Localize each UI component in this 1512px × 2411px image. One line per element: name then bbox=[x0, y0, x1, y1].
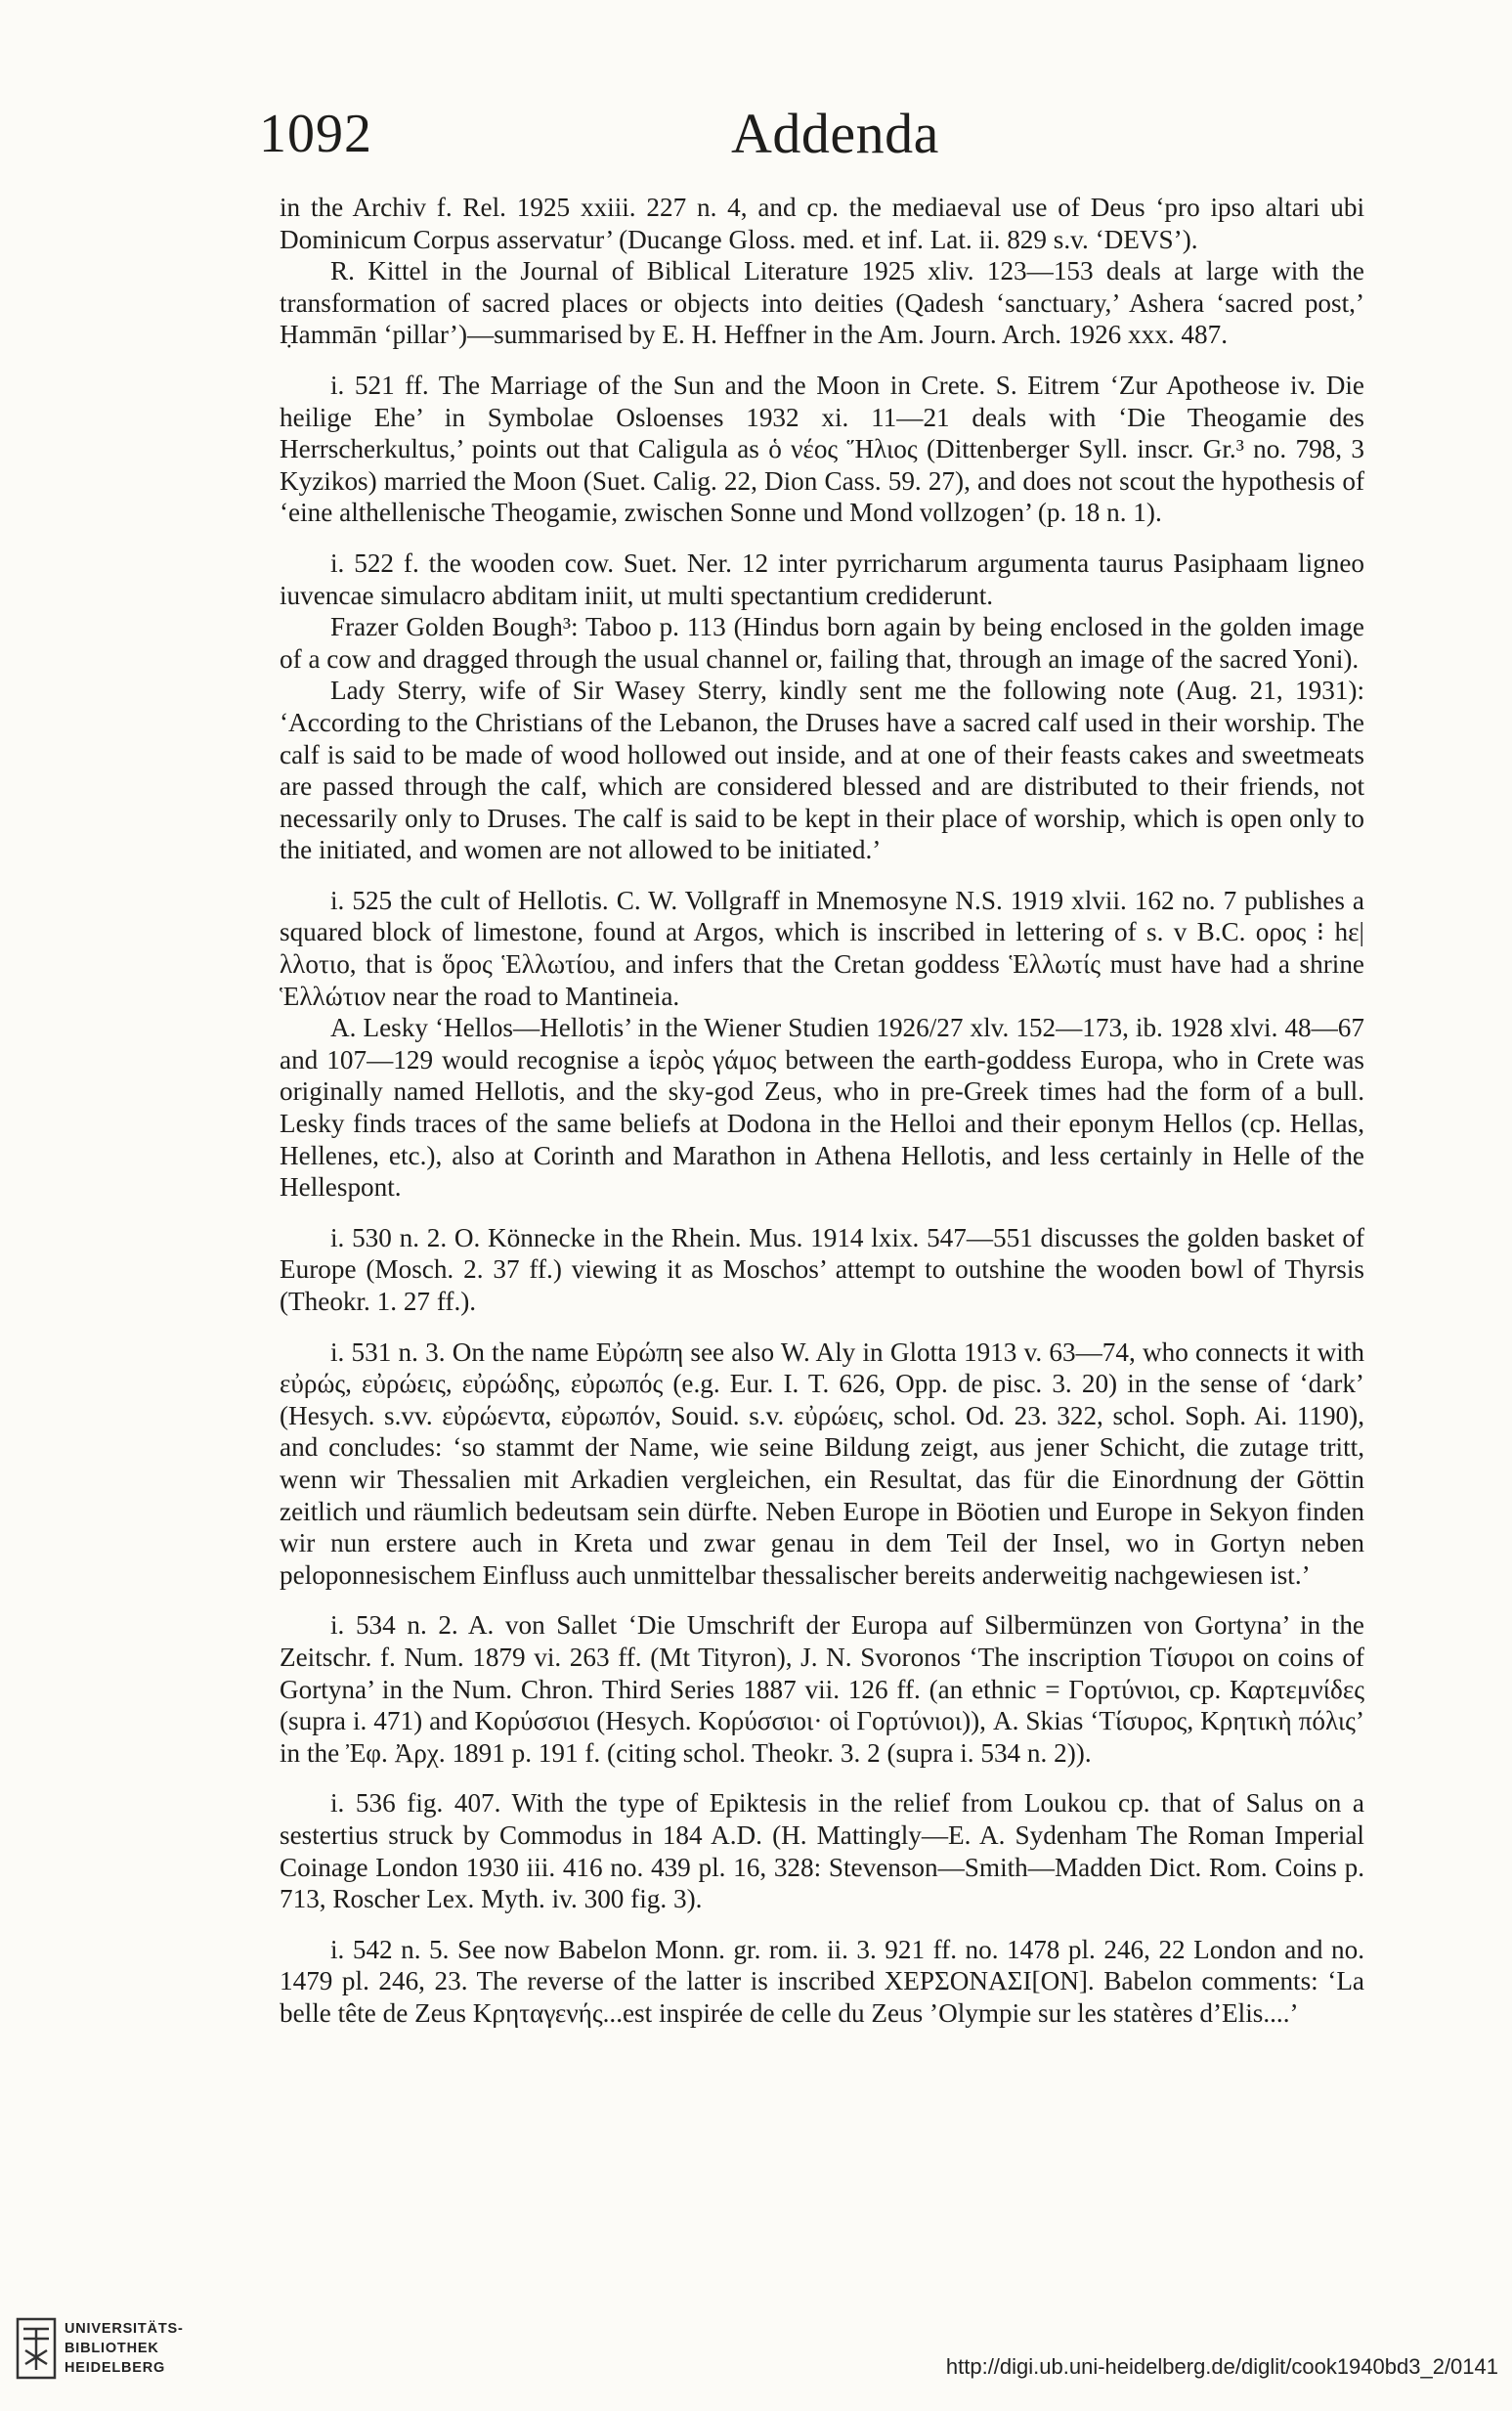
source-url-link[interactable]: http://digi.ub.uni-heidelberg.de/diglit/cook1940bd3_2/0141 bbox=[945, 2354, 1498, 2379]
paragraph-12: i. 536 fig. 407. With the type of Epiktesis in the relief from Loukou cp. that of Salus on a sestertius struck by Commodus in 184 A.D. (H. Mattingly—E. A. Sydenham The Roman Imperial Coinage London 1930 iii. 416 no. 439 pl. 16, 328: Stevenson—Smith—Madden Dict. Rom. Coins p. 713, Roscher Lex. Myth. iv. 300 fig. 3). bbox=[280, 1788, 1364, 1914]
paragraph-13: i. 542 n. 5. See now Babelon Monn. gr. rom. ii. 3. 921 ff. no. 1478 pl. 246, 22 London and no. 1479 pl. 246, 23. The reverse of the latter is inscribed ΧΕΡΣΟΝΑΣΙ[ΟΝ]. Babelon comments: ‘La belle tête de Zeus Κρηταγενής...est inspirée de celle du Zeus ’Olympie sur les statères d’Elis....’ bbox=[280, 1934, 1364, 2028]
paragraph-10: i. 531 n. 3. On the name Εὐρώπη see also W. Aly in Glotta 1913 v. 63—74, who connects it with εὐρώς, εὐρώεις, εὐρώδης, εὐρωπός (e.g. Eur. I. T. 626, Opp. de pisc. 3. 20) in the sense of ‘dark’ (Hesych. s.vv. εὐρώεντα, εὐρωπόν, Souid. s.v. εὐρώεις, schol. Od. 23. 322, schol. Soph. Ai. 1190), and concludes: ‘so stammt der Name, wie seine Bildung zeigt, aus jener Schicht, die zutage tritt, wenn wir Thessalien mit Arkadien vergleichen, ein Resultat, das für die Einordnung der Göttin zeitlich und räumlich bedeutsam sein dürfte. Neben Europe in Böotien und Europe in Sekyon finden wir nun erstere auch in Kreta und zwar genau in dem Teil der Insel, wo in Gortyn neben peloponnesischem Einfluss auch unmittelbar thessalischer bereits anderweitig nachgewiesen ist.’ bbox=[280, 1337, 1364, 1590]
main-text bbox=[280, 192, 1364, 2029]
page-number: 1092 bbox=[259, 104, 372, 164]
library-name-line-3: HEIDELBERG bbox=[65, 2360, 166, 2376]
library-name-line-2: BIBLIOTHEK bbox=[65, 2341, 159, 2356]
paragraph-7: i. 525 the cult of Hellotis. C. W. Vollgraff in Mnemosyne N.S. 1919 xlvii. 162 no. 7 publishes a squared block of limestone, found at Argos, which is inscribed in lettering of s. v B.C. ορος ⁝ hε|λλοτιο, that is ὅρος Ἑλλωτίου, and infers that the Cretan goddess Ἑλλωτίς must have had a shrine Ἑλλώτιον near the road to Mantineia. bbox=[280, 885, 1364, 1011]
paragraph-5: Frazer Golden Bough³: Taboo p. 113 (Hindus born again by being enclosed in the golden image of a cow and dragged through the usual channel or, failing that, through an image of the sacred Yoni). bbox=[280, 612, 1364, 674]
paragraph-3: i. 521 ff. The Marriage of the Sun and the Moon in Crete. S. Eitrem ‘Zur Apotheose iv. Die heilige Ehe’ in Symbolae Osloenses 1932 xi. 11—21 deals with ‘Die Theogamie des Herrscherkultus,’ points out that Caligula as ὁ νέος Ἥλιος (Dittenberger Syll. inscr. Gr.³ no. 798, 3 Kyzikos) married the Moon (Suet. Calig. 22, Dion Cass. 59. 27), and does not scout the hypothesis of ‘eine althellenische Theogamie, zwischen Sonne und Mond vollzogen’ (p. 18 n. 1). bbox=[280, 370, 1364, 528]
running-title: Addenda bbox=[731, 102, 939, 165]
paragraph-9: i. 530 n. 2. O. Könnecke in the Rhein. Mus. 1914 lxix. 547—551 discusses the golden basket of Europe (Mosch. 2. 37 ff.) viewing it as Moschos’ attempt to outshine the wooden bowl of Thyrsis (Theokr. 1. 27 ff.). bbox=[280, 1222, 1364, 1316]
paragraph-4: i. 522 f. the wooden cow. Suet. Ner. 12 inter pyrricharum argumenta taurus Pasiphaam ligneo iuvencae simulacro abditam iniit, ut multi spectantium crediderunt. bbox=[280, 548, 1364, 610]
paragraph-6: Lady Sterry, wife of Sir Wasey Sterry, kindly sent me the following note (Aug. 21, 1931): ‘According to the Christians of the Lebanon, the Druses have a sacred calf used in their worship. The calf is said to be made of wood hollowed out inside, and at one of their feasts cakes and sweetmeats are passed through the calf, which are considered blessed and are distributed to their friends, not necessarily only to Druses. The calf is said to be kept in their place of worship, which is open only to the initiated, and women are not allowed to be initiated.’ bbox=[280, 676, 1364, 865]
paragraph-11: i. 534 n. 2. A. von Sallet ‘Die Umschrift der Europa auf Silbermünzen von Gortyna’ in the Zeitschr. f. Num. 1879 vi. 263 ff. (Mt Tityron), J. N. Svoronos ‘The inscription Τίσυροι on coins of Gortyna’ in the Num. Chron. Third Series 1887 vii. 126 ff. (an ethnic = Γορτύνιοι, cp. Καρτεμνίδες (supra i. 471) and Κορύσσιοι (Hesych. Κορύσσιοι· οἱ Γορτύνιοι)), A. Skias ‘Τίσυρος, Κρητικὴ πόλις’ in the Ἐφ. Ἀρχ. 1891 p. 191 f. (citing schol. Theokr. 3. 2 (supra i. 534 n. 2)). bbox=[280, 1610, 1364, 1768]
paragraph-2: R. Kittel in the Journal of Biblical Literature 1925 xliv. 123—153 deals at large with the transformation of sacred places or objects into deities (Qadesh ‘sanctuary,’ Ashera ‘sacred post,’ Ḥammān ‘pillar’)—summarised by E. H. Heffner in the Am. Journ. Arch. 1926 xxx. 487. bbox=[280, 256, 1364, 350]
paragraph-1: in the Archiv f. Rel. 1925 xxiii. 227 n. 4, and cp. the mediaeval use of Deus ‘pro ipso altari ubi Dominicum Corpus asservatur’ (Ducange Gloss. med. et inf. Lat. ii. 829 s.v. ‘DEVS’). bbox=[280, 193, 1364, 254]
library-logo bbox=[14, 2315, 268, 2393]
library-name-line-1: UNIVERSITÄTS- bbox=[65, 2321, 184, 2337]
library-crest-icon bbox=[14, 2315, 59, 2382]
paragraph-8: A. Lesky ‘Hellos—Hellotis’ in the Wiener Studien 1926/27 xlv. 152—173, ib. 1928 xlvi. 48—67 and 107—129 would recognise a ἱερὸς γάμος between the earth-goddess Europa, who in Crete was originally named Hellotis, and the sky-god Zeus, who in pre-Greek times had the form of a bull. Lesky finds traces of the same beliefs at Dodona in the Helloi and their eponym Hellos (cp. Hellas, Hellenes, etc.), also at Corinth and Marathon in Athena Hellotis, and less certainly in Helle of the Hellespont. bbox=[280, 1013, 1364, 1203]
